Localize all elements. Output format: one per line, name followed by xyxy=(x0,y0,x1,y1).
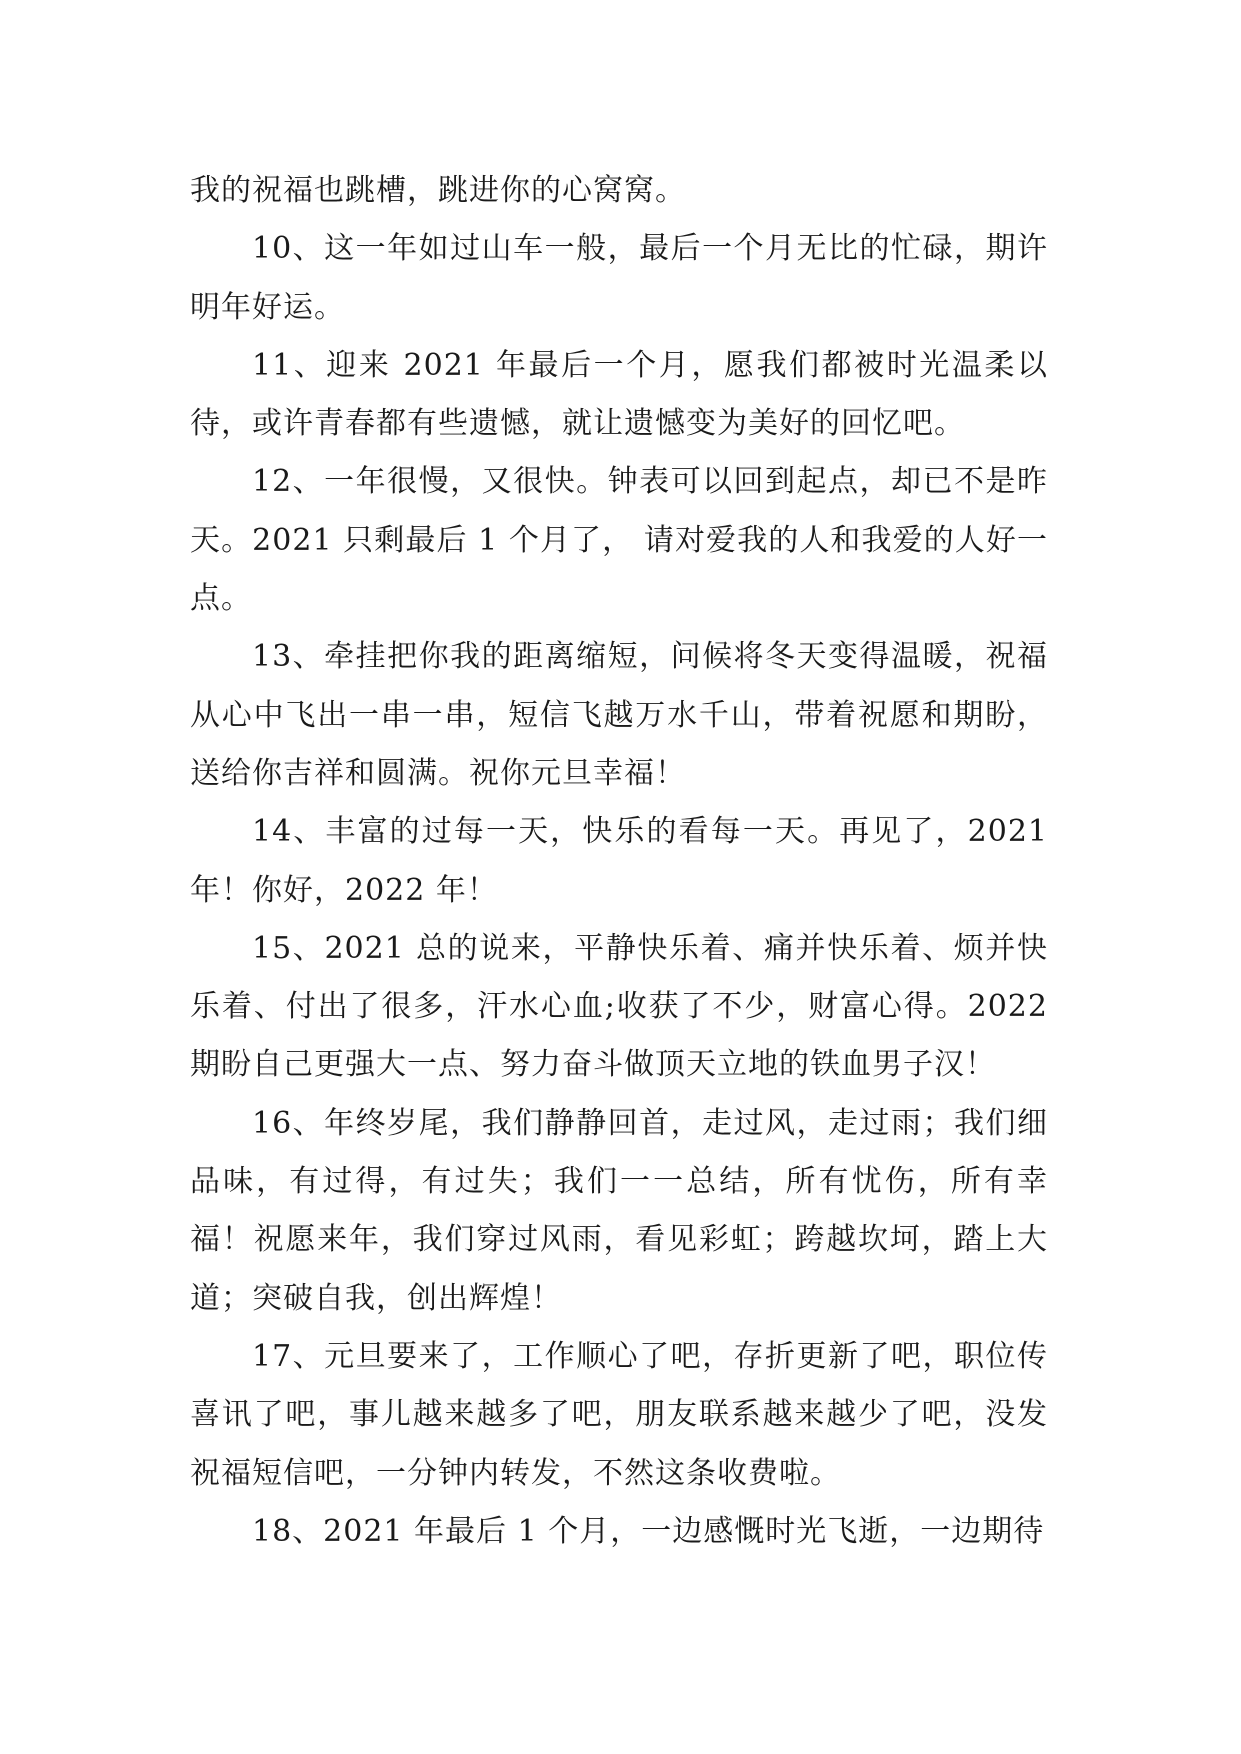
paragraph-item-14: 14、丰富的过每一天，快乐的看每一天。再见了，2021年！你好，2022 年！ xyxy=(190,814,1048,908)
paragraph-item-16: 16、年终岁尾，我们静静回首，走过风，走过雨；我们细品味，有过得，有过失；我们一一总结，所有忧伤，所有幸福！祝愿来年，我们穿过风雨，看见彩虹；跨越坎坷，踏上大道；突破自我，创出辉煌！ xyxy=(190,1105,1048,1316)
paragraph-item-11: 11、迎来 2021 年最后一个月，愿我们都被时光温柔以待，或许青春都有些遗憾，就让遗憾变为美好的回忆吧。 xyxy=(190,347,1048,442)
document-body xyxy=(190,162,1048,1561)
paragraph-item-17: 17、元旦要来了，工作顺心了吧，存折更新了吧，职位传喜讯了吧，事儿越来越多了吧，朋友联系越来越少了吧，没发祝福短信吧，一分钟内转发，不然这条收费啦。 xyxy=(190,1338,1048,1491)
paragraph-item-12: 12、一年很慢，又很快。钟表可以回到起点，却已不是昨天。2021 只剩最后 1 个月了， 请对爱我的人和我爱的人好一点。 xyxy=(190,464,1048,617)
paragraph-item-13: 13、牵挂把你我的距离缩短，问候将冬天变得温暖，祝福从心中飞出一串一串，短信飞越万水千山，带着祝愿和期盼，送给你吉祥和圆满。祝你元旦幸福！ xyxy=(190,639,1048,791)
paragraph-item-10: 10、这一年如过山车一般，最后一个月无比的忙碌，期许明年好运。 xyxy=(190,231,1048,325)
paragraph-item-18: 18、2021 年最后 1 个月，一边感慨时光飞逝，一边期待 xyxy=(252,1513,1045,1549)
paragraph-continuation: 我的祝福也跳槽，跳进你的心窝窝。 xyxy=(190,173,686,208)
paragraph-item-15: 15、2021 总的说来，平静快乐着、痛并快乐着、烦并快乐着、付出了很多，汗水心血;收获了不少，财富心得。2022期盼自己更强大一点、努力奋斗做顶天立地的铁血男子汉！ xyxy=(190,930,1048,1083)
